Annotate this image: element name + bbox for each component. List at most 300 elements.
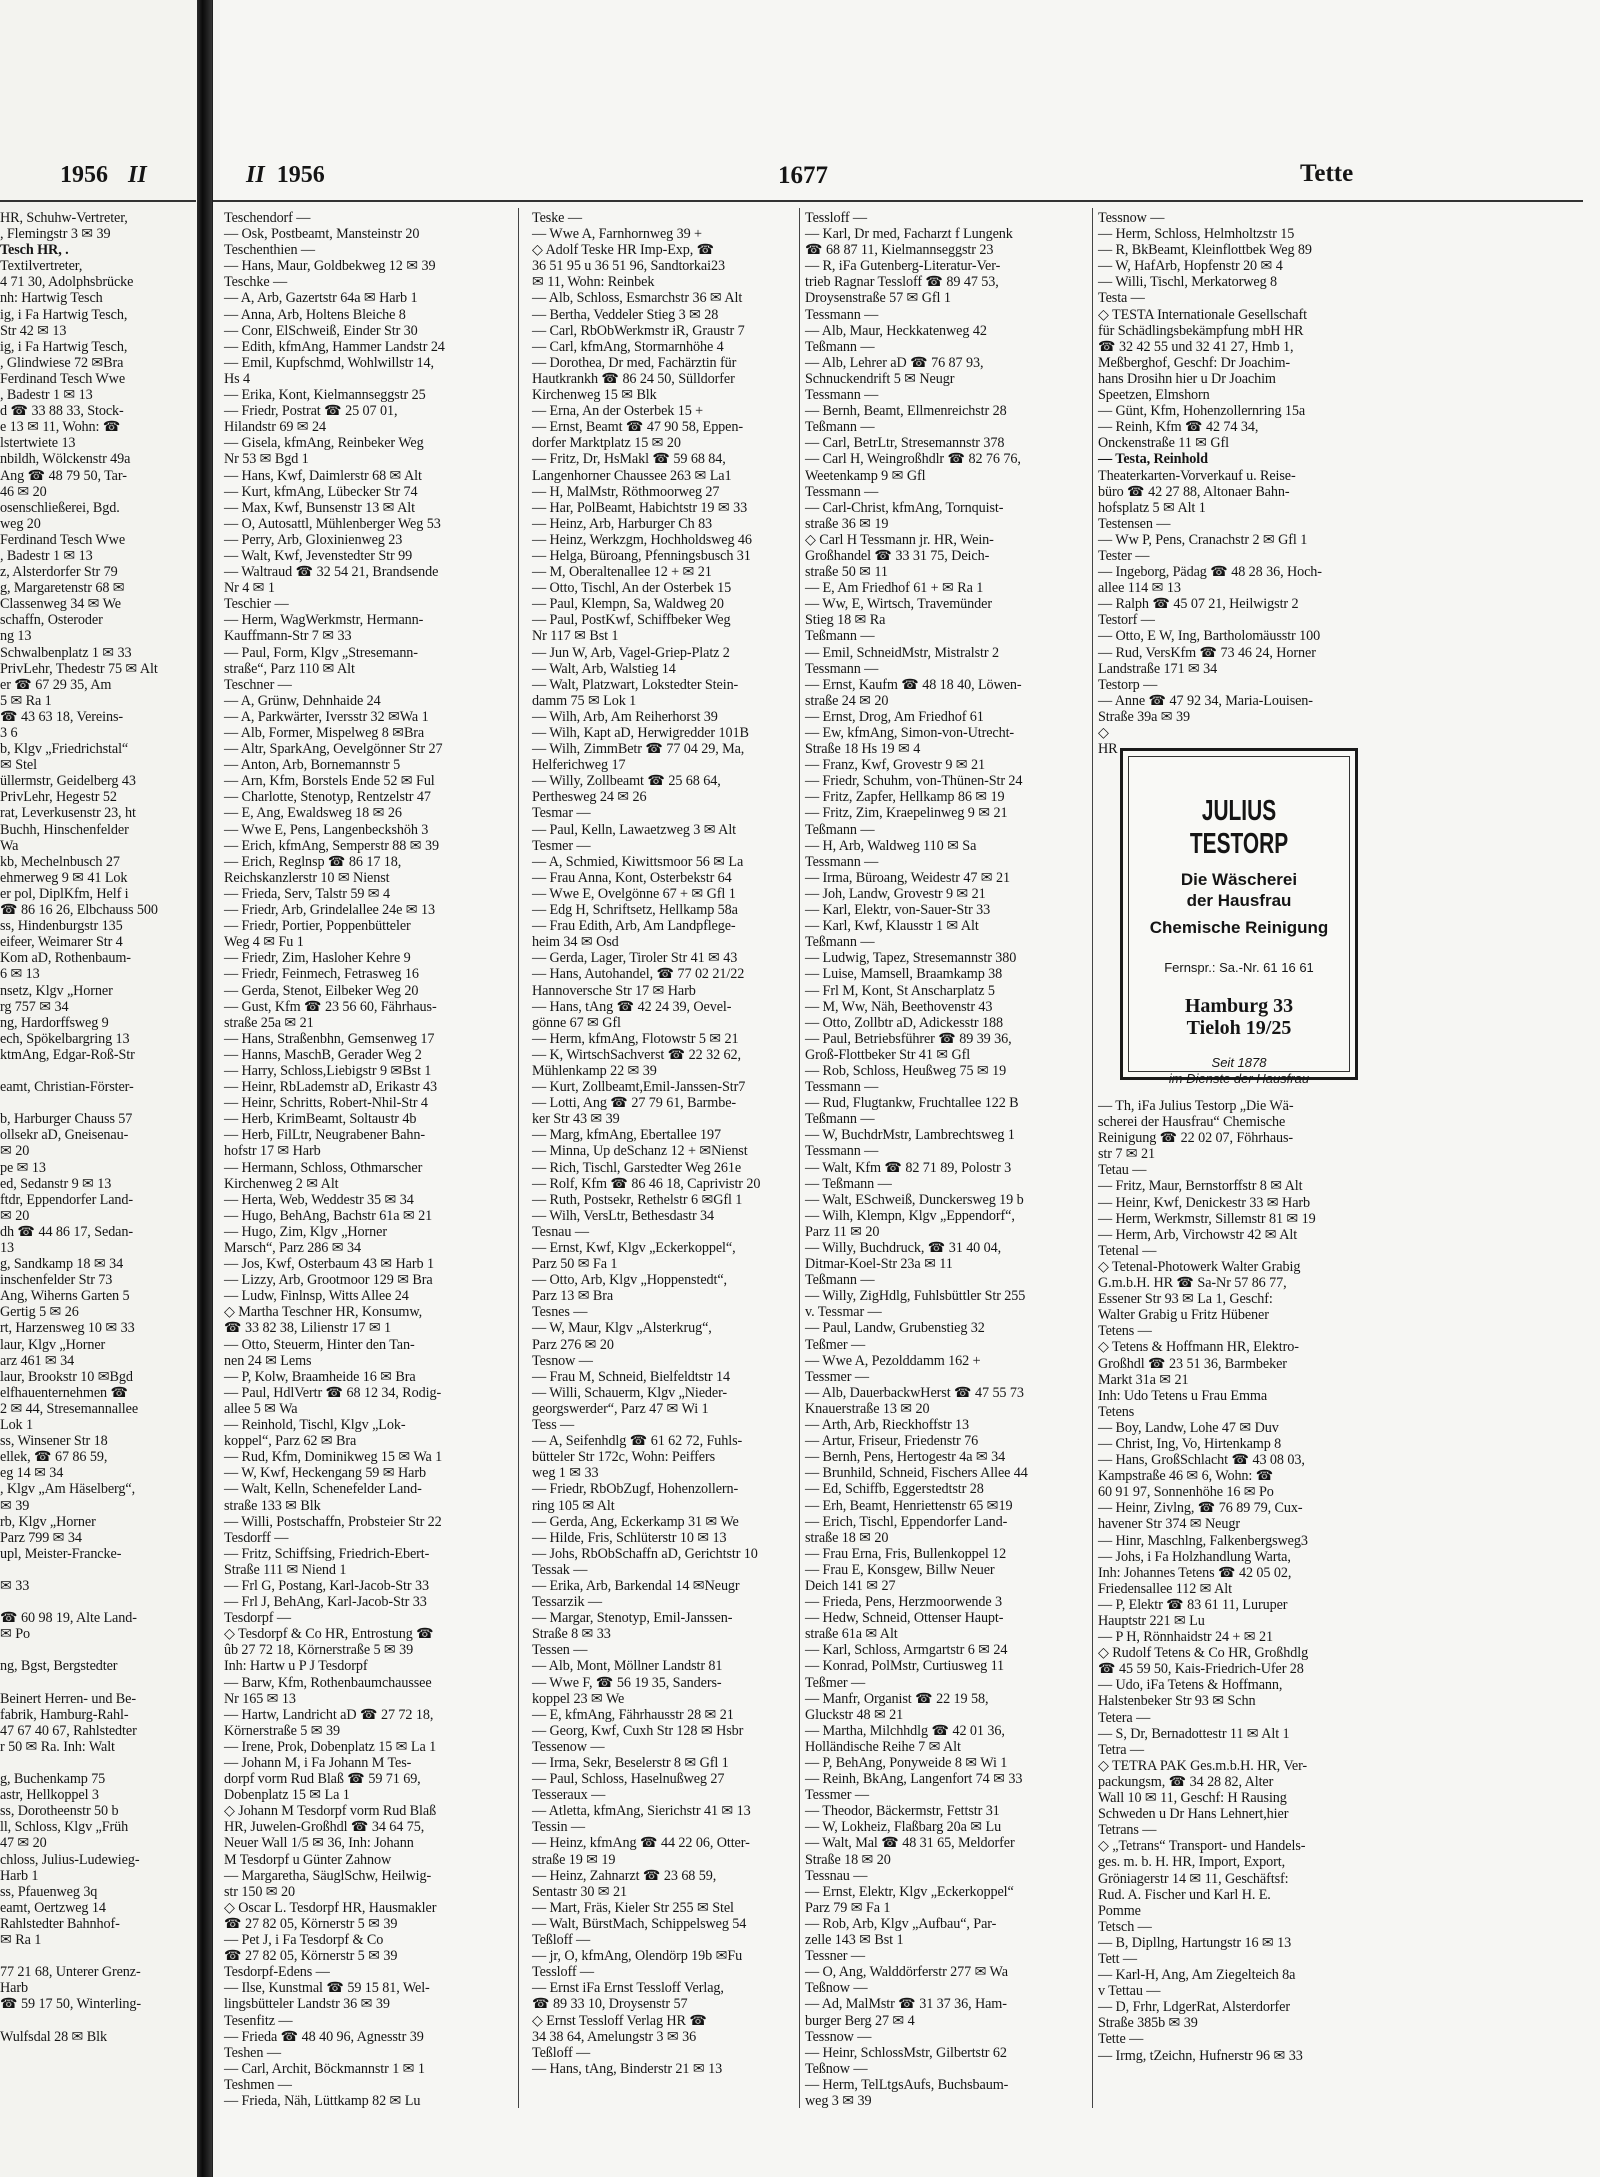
- left-page-header: [60, 162, 147, 189]
- directory-entry: — Friedr, Arb, Grindelallee 24e ✉ 13: [224, 902, 436, 919]
- directory-entry: Ang ☎ 48 79 50, Tar-: [0, 467, 127, 484]
- directory-entry: — Erich, Tischl, Eppendorfer Land-: [805, 1513, 1008, 1530]
- directory-entry: — Osk, Postbeamt, Mansteinstr 20: [224, 226, 420, 243]
- surname-heading: Teßmann —: [805, 338, 875, 355]
- directory-entry: — A, Schmied, Kiwittsmoor 56 ✉ La: [532, 853, 744, 870]
- directory-entry: — Fritz, Zapfer, Hellkamp 86 ✉ 19: [805, 789, 1005, 806]
- directory-entry: rg 757 ✉ 34: [0, 998, 69, 1015]
- directory-entry: — Erh, Beamt, Henriettenstr 65 ✉19: [805, 1497, 1013, 1514]
- directory-entry: [0, 1594, 193, 1610]
- directory-entry: Parz 50 ✉ Fa 1: [532, 1256, 618, 1273]
- directory-entry: — Karl, Dr med, Facharzt f Lungenk: [805, 226, 1013, 243]
- directory-entry: — Carl, Archit, Böckmannstr 1 ✉ 1: [224, 2060, 425, 2077]
- directory-entry: ☎ 59 17 50, Winterling-: [0, 1996, 142, 2013]
- directory-entry: — Pet J, i Fa Tesdorpf & Co: [224, 1932, 384, 1949]
- directory-entry: ✉ Stel: [0, 757, 37, 774]
- ad-since-line-2: im Dienste der Hausfrau: [1168, 1071, 1310, 1086]
- directory-entry: — Heinz, Zahnarzt ☎ 23 68 59,: [532, 1867, 717, 1884]
- directory-entry: ◇ TETRA PAK Ges.m.b.H. HR, Ver-: [1098, 1757, 1308, 1774]
- directory-entry: — Gust, Kfm ☎ 23 56 60, Fährhaus-: [224, 998, 437, 1015]
- directory-entry: ☎ 89 33 10, Droysenstr 57: [532, 1996, 688, 2013]
- directory-entry: — Ernst, Elektr, Klgv „Eckerkoppel“: [805, 1883, 1014, 1900]
- directory-entry: Rud. A. Fischer und Karl H. E.: [1098, 1886, 1271, 1903]
- directory-entry: HR: [1098, 741, 1118, 758]
- directory-entry: — Wwe E, Ovelgönne 67 + ✉ Gfl 1: [532, 885, 736, 902]
- directory-entry: Wall 10 ✉ 11, Geschf: H Rausing: [1098, 1790, 1287, 1807]
- directory-entry: [0, 1755, 193, 1771]
- surname-heading: Tessen —: [532, 1642, 588, 1659]
- directory-entry: arz 461 ✉ 34: [0, 1352, 75, 1369]
- surname-heading: Tesmar —: [532, 805, 591, 822]
- directory-entry: üllermstr, Geidelberg 43: [0, 773, 136, 790]
- directory-entry: — Joh, Landw, Grovestr 9 ✉ 21: [805, 885, 986, 902]
- directory-entry: Harb: [0, 1980, 28, 1997]
- directory-entry: — Hugo, BehAng, Bachstr 61a ✉ 21: [224, 1207, 433, 1224]
- directory-entry: Friedensallee 112 ✉ Alt: [1098, 1580, 1232, 1597]
- directory-entry: — Frieda ☎ 48 40 96, Agnesstr 39: [224, 2028, 424, 2045]
- directory-entry: — Ernst, Kaufm ☎ 48 18 40, Löwen-: [805, 676, 1022, 693]
- directory-entry: PrivLehr, Hegestr 52: [0, 789, 117, 806]
- directory-entry: b, Klgv „Friedrichstal“: [0, 741, 129, 758]
- directory-entry: 4 71 30, Adolphsbrücke: [0, 274, 134, 291]
- surname-heading: Tette —: [1098, 2031, 1144, 2048]
- directory-entry: — Frau M, Schneid, Bielfeldtstr 14: [532, 1368, 730, 1385]
- directory-entry: upl, Meister-Francke-: [0, 1545, 122, 1562]
- directory-entry: — Ernst, Kwf, Klgv „Eckerkoppel“,: [532, 1240, 736, 1256]
- directory-entry: — Christ, Ing, Vo, Hirtenkamp 8: [1098, 1435, 1282, 1452]
- directory-entry: Dobenplatz 15 ✉ La 1: [224, 1787, 350, 1804]
- directory-entry: — Anton, Arb, Bornemannstr 5: [224, 757, 401, 774]
- directory-entry: v. Tessmar —: [805, 1304, 882, 1321]
- directory-entry: Neuer Wall 1/5 ✉ 36, Inh: Johann: [224, 1835, 414, 1852]
- directory-entry: — D, Frhr, LdgerRat, Alsterdorfer: [1098, 1999, 1290, 2016]
- directory-entry: — M, Ww, Näh, Beethovenstr 43: [805, 998, 993, 1015]
- directory-entry: — Hilde, Fris, Schlüterstr 10 ✉ 13: [532, 1529, 727, 1546]
- directory-entry: — Fritz, Dr, HsMakl ☎ 59 68 84,: [532, 451, 726, 468]
- directory-entry: — Herm, WagWerkmstr, Hermann-: [224, 612, 424, 629]
- directory-entry: — Frl M, Kont, St Anscharplatz 5: [805, 982, 995, 999]
- directory-entry: — A, Grünw, Dehnhaide 24: [224, 692, 381, 709]
- directory-entry: — Willy, Buchdruck, ☎ 31 40 04,: [805, 1240, 1002, 1256]
- directory-entry: — K, WirtschSachverst ☎ 22 32 62,: [532, 1046, 741, 1063]
- directory-entry: — Emil, SchneidMstr, Mistralstr 2: [805, 644, 999, 661]
- directory-entry: ☎ 32 42 55 und 32 41 27, Hmb 1,: [1098, 338, 1294, 355]
- directory-entry: — Friedr, Zim, Hasloher Kehre 9: [224, 950, 411, 967]
- directory-entry: inschenfelder Str 73: [0, 1272, 113, 1289]
- directory-entry: Inh: Hartw u P J Tesdorpf: [224, 1658, 368, 1675]
- directory-entry: ◇ Ernst Tessloff Verlag HR ☎: [532, 2012, 707, 2029]
- directory-entry: ed, Sedanstr 9 ✉ 13: [0, 1175, 112, 1192]
- directory-entry: ☎ 68 87 11, Kielmannseggstr 23: [805, 242, 994, 259]
- directory-entry: — Anna, Arb, Holtens Bleiche 8: [224, 306, 406, 323]
- directory-entry: HR, Juwelen-Großhdl ☎ 34 64 75,: [224, 1819, 425, 1836]
- directory-entry: lingsbütteler Landstr 36 ✉ 39: [224, 1996, 390, 2013]
- directory-entry: — Paul, HdlVertr ☎ 68 12 34, Rodig-: [224, 1384, 442, 1401]
- directory-entry: Großhandel ☎ 33 31 75, Deich-: [805, 547, 990, 564]
- directory-entry: — Ed, Schiffb, Eggerstedtstr 28: [805, 1481, 984, 1498]
- directory-entry: M Tesdorpf u Günter Zahnow: [224, 1851, 392, 1868]
- directory-entry: ss, Dorotheenstr 50 b: [0, 1803, 119, 1820]
- directory-entry: — Paul, Schloss, Haselnußweg 27: [532, 1771, 725, 1788]
- surname-heading: Teschner —: [224, 676, 292, 693]
- directory-entry: — Hartw, Landricht aD ☎ 27 72 18,: [224, 1706, 434, 1723]
- directory-entry: Ditmar-Koel-Str 23a ✉ 11: [805, 1256, 953, 1273]
- directory-entry: PrivLehr, Thedestr 75 ✉ Alt: [0, 660, 158, 677]
- directory-entry: — Ralph ☎ 45 07 21, Heilwigstr 2: [1098, 596, 1299, 613]
- surname-heading: Teske —: [532, 210, 582, 226]
- directory-entry: — Walt, ESchweiß, Dunckersweg 19 b: [805, 1191, 1024, 1208]
- surname-heading: Teßmann —: [805, 934, 875, 951]
- directory-entry: — Marg, kfmAng, Ebertallee 197: [532, 1127, 722, 1144]
- surname-heading: Teßloff —: [532, 2044, 591, 2061]
- directory-entry: ✉ 39: [0, 1497, 30, 1514]
- directory-entry: ûb 27 72 18, Körnerstraße 5 ✉ 39: [224, 1642, 414, 1659]
- ad-title: JULIUS TESTORP: [1189, 795, 1289, 860]
- directory-entry: ftdr, Eppendorfer Land-: [0, 1191, 134, 1208]
- directory-entry: — Conr, ElSchweiß, Einder Str 30: [224, 322, 418, 339]
- directory-entry: scherei der Hausfrau“ Chemische: [1098, 1114, 1286, 1131]
- surname-heading: Tessner —: [805, 1948, 865, 1965]
- directory-entry: — Dorothea, Dr med, Fachärztin für: [532, 354, 737, 371]
- directory-entry: — Willy, ZigHdlg, Fuhlsbüttler Str 255: [805, 1288, 1026, 1305]
- directory-entry: — Teßmann —: [805, 1175, 892, 1192]
- directory-entry: — Wwe A, Pezolddamm 162 +: [805, 1352, 981, 1369]
- directory-column-1: [224, 210, 514, 2109]
- directory-entry: — Ludwig, Tapez, Stresemannstr 380: [805, 950, 1017, 967]
- directory-entry: — Willi, Postschaffn, Probsteier Str 22: [224, 1513, 442, 1530]
- directory-entry: ◇ Martha Teschner HR, Konsumw,: [224, 1304, 423, 1321]
- directory-entry: — Ernst, Drog, Am Friedhof 61: [805, 708, 984, 725]
- directory-entry: ☎ 45 59 50, Kais-Friedrich-Ufer 28: [1098, 1661, 1304, 1678]
- directory-entry: — W, HafArb, Hopfenstr 20 ✉ 4: [1098, 258, 1283, 275]
- directory-entry: astr, Hellkoppel 3: [0, 1787, 99, 1804]
- directory-entry: — Otto, Tischl, An der Osterbek 15: [532, 580, 732, 597]
- directory-entry: pe ✉ 13: [0, 1159, 46, 1176]
- directory-entry: — B, Dipllng, Hartungstr 16 ✉ 13: [1098, 1934, 1292, 1951]
- directory-entry: für Schädlingsbekämpfung mbH HR: [1098, 322, 1304, 339]
- directory-entry: nbildh, Wölckenstr 49a: [0, 451, 131, 468]
- right-year: 1956: [276, 162, 325, 188]
- directory-entry: — Herb, KrimBeamt, Soltaustr 4b: [224, 1111, 417, 1128]
- directory-entry: koppel“, Parz 62 ✉ Bra: [224, 1433, 357, 1450]
- surname-heading: Tessmann —: [805, 387, 879, 404]
- directory-entry: , Glindwiese 72 ✉Bra: [0, 354, 124, 371]
- directory-entry: Parz 276 ✉ 20: [532, 1336, 614, 1353]
- surname-heading: Tesdorpf-Edens —: [224, 1964, 330, 1981]
- directory-entry: ✉ Po: [0, 1626, 31, 1643]
- surname-heading: Tessmann —: [805, 1143, 879, 1160]
- directory-entry: ker Str 43 ✉ 39: [532, 1111, 620, 1128]
- directory-entry: 47 ✉ 20: [0, 1835, 47, 1852]
- directory-entry: ◇ Tesdorpf & Co HR, Entrostung ☎: [224, 1626, 434, 1643]
- directory-entry: — Rob, Arb, Klgv „Aufbau“, Par-: [805, 1915, 997, 1932]
- directory-entry: — Paul, Form, Klgv „Stresemann-: [224, 644, 418, 661]
- surname-heading: Teßmann —: [805, 628, 875, 645]
- right-volume-header: [246, 162, 325, 189]
- directory-entry: Reinigung ☎ 22 02 07, Föhrhaus-: [1098, 1130, 1294, 1147]
- directory-entry: [0, 1948, 193, 1964]
- directory-entry: — Carl-Christ, kfmAng, Tornquist-: [805, 499, 1004, 516]
- directory-entry: — Walt, Mal ☎ 48 31 65, Meldorfer: [805, 1835, 1015, 1852]
- directory-column-2: [532, 210, 796, 2090]
- directory-entry: — P, BehAng, Ponyweide 8 ✉ Wi 1: [805, 1755, 1008, 1771]
- left-page-fragment: [0, 0, 200, 2177]
- directory-entry: — Frl J, BehAng, Karl-Jacob-Str 33: [224, 1594, 427, 1611]
- directory-entry: Hilandstr 69 ✉ 24: [224, 419, 327, 436]
- directory-entry: Hannoversche Str 17 ✉ Harb: [532, 982, 696, 999]
- directory-entry: — Lizzy, Arb, Grootmoor 129 ✉ Bra: [224, 1272, 433, 1289]
- directory-entry: str 150 ✉ 20: [224, 1883, 295, 1900]
- directory-entry: — Wwe E, Pens, Langenbeckshöh 3: [224, 821, 429, 838]
- directory-entry: — Herb, FilLtr, Neugrabener Bahn-: [224, 1127, 425, 1144]
- directory-entry: Kirchenweg 2 ✉ Alt: [224, 1175, 339, 1192]
- directory-entry: , Klgv „Am Häselberg“,: [0, 1481, 136, 1498]
- directory-entry: — Perry, Arb, Gloxinienweg 23: [224, 531, 403, 548]
- directory-entry: Wulfsdal 28 ✉ Blk: [0, 2028, 107, 2045]
- directory-entry: — Ilse, Kunstmal ☎ 59 15 81, Wel-: [224, 1980, 430, 1997]
- directory-entry: — Rich, Tischl, Garstedter Weg 261e: [532, 1159, 742, 1176]
- directory-entry: [0, 1095, 193, 1111]
- directory-entry: ◇ Rudolf Tetens & Co HR, Großhdlg: [1098, 1645, 1309, 1662]
- directory-entry: — Wilh, Kapt aD, Herwigredder 101B: [532, 725, 749, 741]
- directory-entry: straße 19 ✉ 19: [532, 1851, 616, 1868]
- directory-entry: ng, Bgst, Bergstedter: [0, 1658, 118, 1675]
- directory-entry: — Alb, Former, Mispelweg 8 ✉Bra: [224, 725, 425, 741]
- surname-heading: Tessmann —: [805, 306, 879, 323]
- directory-entry: Kirchenweg 15 ✉ Blk: [532, 387, 657, 404]
- directory-entry: — Willy, Zollbeamt ☎ 25 68 64,: [532, 773, 721, 790]
- directory-entry: — O, Ang, Walddörferstr 277 ✉ Wa: [805, 1964, 1008, 1981]
- directory-entry: — Friedr, Feinmech, Fetrasweg 16: [224, 966, 419, 983]
- directory-entry: Wa: [0, 837, 19, 854]
- directory-entry: — Heinr, RbLademstr aD, Erikastr 43: [224, 1079, 438, 1096]
- surname-heading: Tesmer —: [532, 837, 591, 854]
- surname-heading: Tessmann —: [805, 483, 879, 500]
- directory-entry: ng 13: [0, 628, 32, 645]
- directory-entry: — Irma, Büroang, Weidestr 47 ✉ 21: [805, 869, 1010, 886]
- directory-entry: Holländische Reihe 7 ✉ Alt: [805, 1738, 961, 1755]
- directory-entry: — Alb, Schloss, Esmarchstr 36 ✉ Alt: [532, 290, 743, 307]
- directory-entry: Meßberghof, Geschf: Dr Joachim-: [1098, 354, 1291, 371]
- directory-entry: ☎ 60 98 19, Alte Land-: [0, 1610, 137, 1627]
- directory-entry: — Manfr, Organist ☎ 22 19 58,: [805, 1690, 989, 1707]
- directory-entry: — Friedr, Postrat ☎ 25 07 01,: [224, 403, 398, 420]
- directory-entry: weg 1 ✉ 33: [532, 1465, 599, 1482]
- directory-entry: Ang, Wiherns Garten 5: [0, 1288, 130, 1305]
- directory-entry: — Fritz, Schiffsing, Friedrich-Ebert-: [224, 1545, 430, 1562]
- directory-entry: — Theodor, Bäckermstr, Fettstr 31: [805, 1803, 1000, 1820]
- directory-entry: — O, Autosattl, Mühlenberger Weg 53: [224, 515, 441, 532]
- directory-entry: r 50 ✉ Ra. Inh: Walt: [0, 1738, 115, 1755]
- directory-entry: — Irmg, tZeichn, Hufnerstr 96 ✉ 33: [1098, 2047, 1303, 2064]
- directory-entry: Ferdinand Tesch Wwe: [0, 370, 126, 387]
- surname-heading: Teschier —: [224, 596, 289, 613]
- directory-entry: — Friedr, Schuhm, von-Thünen-Str 24: [805, 773, 1023, 790]
- ad-subtitle-1: Die Wäscherei: [1180, 870, 1298, 889]
- directory-entry: — Hugo, Zim, Klgv „Horner: [224, 1223, 387, 1240]
- directory-entry: — Hans, Autohandel, ☎ 77 02 21/22: [532, 966, 745, 983]
- directory-entry: — Carl, RbObWerkmstr iR, Graustr 7: [532, 322, 745, 339]
- directory-entry: ellek, ☎ 67 86 59,: [0, 1449, 108, 1466]
- directory-entry: 3 6: [0, 725, 18, 741]
- directory-entry: — Reinh, Kfm ☎ 42 74 34,: [1098, 419, 1259, 436]
- directory-entry: — Charlotte, Stenotyp, Rentzelstr 47: [224, 789, 431, 806]
- directory-entry: ges. m. b. H. HR, Import, Export,: [1098, 1854, 1286, 1871]
- directory-entry: — Günt, Kfm, Hohenzollernring 15a: [1098, 403, 1306, 420]
- directory-entry: [0, 1063, 193, 1079]
- surname-heading: Tessak —: [532, 1561, 588, 1578]
- directory-entry: — Walt, BürstMach, Schippelsweg 54: [532, 1915, 747, 1932]
- directory-entry: ktmAng, Edgar-Roß-Str: [0, 1046, 135, 1063]
- directory-entry: nen 24 ✉ Lems: [224, 1352, 312, 1369]
- directory-entry: Essener Str 93 ✉ La 1, Geschf:: [1098, 1291, 1273, 1308]
- directory-entry: Inh: Udo Tetens u Frau Emma: [1098, 1387, 1268, 1404]
- directory-entry: — Gerda, Stenot, Eilbeker Weg 20: [224, 982, 419, 999]
- directory-entry: — Alb, DauerbackwHerst ☎ 47 55 73: [805, 1384, 1024, 1401]
- directory-entry: — H, Arb, Waldweg 110 ✉ Sa: [805, 837, 977, 854]
- directory-entry: Kauffmann-Str 7 ✉ 33: [224, 628, 352, 645]
- directory-entry: — Hans, tAng ☎ 42 24 39, Oevel-: [532, 998, 732, 1015]
- directory-entry: kb, Mechelnbusch 27: [0, 853, 120, 870]
- directory-entry: — M, Oberaltenallee 12 + ✉ 21: [532, 564, 712, 581]
- julius-testorp-advertisement: [1120, 748, 1358, 1086]
- directory-entry: — P, Kolw, Braamheide 16 ✉ Bra: [224, 1368, 416, 1385]
- surname-heading: Teßmann —: [805, 821, 875, 838]
- directory-entry: — E, Ang, Ewaldsweg 18 ✉ 26: [224, 805, 402, 822]
- directory-entry: Groß-Flottbeker Str 41 ✉ Gfl: [805, 1046, 971, 1063]
- directory-entry: — Margar, Stenotyp, Emil-Janssen-: [532, 1610, 733, 1627]
- directory-entry: — Hans, GroßSchlacht ☎ 43 08 03,: [1098, 1452, 1305, 1469]
- directory-entry: ☎ 27 82 05, Körnerstr 5 ✉ 39: [224, 1915, 398, 1932]
- directory-entry: Weg 4 ✉ Fu 1: [224, 934, 304, 951]
- directory-entry: — Karl, Kwf, Klausstr 1 ✉ Alt: [805, 918, 979, 935]
- directory-entry: — Karl, Schloss, Armgartstr 6 ✉ 24: [805, 1642, 1008, 1659]
- surname-heading: Tesenfitz —: [224, 2012, 293, 2029]
- directory-entry: damm 75 ✉ Lok 1: [532, 692, 637, 709]
- directory-entry: — Irene, Prok, Dobenplatz 15 ✉ La 1: [224, 1738, 437, 1755]
- directory-entry: — Johs, i Fa Holzhandlung Warta,: [1098, 1548, 1291, 1565]
- surname-heading: Tessloff —: [532, 1964, 594, 1981]
- directory-entry: — Margaretha, SäuglSchw, Heilwig-: [224, 1867, 432, 1884]
- directory-entry: — Frau Erna, Fris, Bullenkoppel 12: [805, 1545, 1007, 1562]
- directory-entry: Hs 4: [224, 370, 251, 387]
- directory-entry: — Barw, Kfm, Rothenbaumchaussee: [224, 1674, 432, 1691]
- directory-entry: — W, BuchdrMstr, Lambrechtsweg 1: [805, 1127, 1015, 1144]
- directory-entry: ss, Pfauenweg 3q: [0, 1883, 98, 1900]
- directory-entry: — Paul, PostKwf, Schiffbeker Weg: [532, 612, 731, 629]
- directory-entry: Droysenstraße 57 ✉ Gfl 1: [805, 290, 951, 307]
- directory-entry: ehmerweg 9 ✉ 41 Lok: [0, 869, 128, 886]
- directory-entry: Kom aD, Rothenbaum-: [0, 950, 131, 967]
- directory-entry: — Artur, Friseur, Friedenstr 76: [805, 1433, 979, 1450]
- directory-entry: rb, Klgv „Horner: [0, 1513, 96, 1530]
- directory-entry: — Alb, Maur, Heckkatenweg 42: [805, 322, 987, 339]
- directory-entry: eg 14 ✉ 34: [0, 1465, 64, 1482]
- directory-entry: Speetzen, Elmshorn: [1098, 387, 1210, 404]
- directory-entry: Großhdl ☎ 23 51 36, Barmbeker: [1098, 1355, 1287, 1372]
- surname-heading: Testa —: [1098, 290, 1145, 307]
- directory-entry: — Hans, Straßenbhn, Gemsenweg 17: [224, 1030, 435, 1047]
- directory-entry: 47 67 40 67, Rahlstedter: [0, 1722, 137, 1739]
- surname-heading: Tessin —: [532, 1819, 585, 1836]
- directory-entry: ◇ Johann M Tesdorpf vorm Rud Blaß: [224, 1803, 437, 1820]
- directory-entry: — Rud, VersKfm ☎ 73 46 24, Horner: [1098, 644, 1316, 661]
- directory-entry: hofstr 17 ✉ Harb: [224, 1143, 321, 1160]
- directory-entry: — Gerda, Ang, Eckerkamp 31 ✉ We: [532, 1513, 739, 1530]
- directory-entry: — A, Seifenhdlg ☎ 61 62 72, Fuhls-: [532, 1433, 743, 1450]
- directory-entry: heim 34 ✉ Osd: [532, 934, 619, 951]
- directory-entry: — Johann M, i Fa Johann M Tes-: [224, 1755, 412, 1771]
- directory-entry: 60 91 97, Sonnenhöhe 16 ✉ Po: [1098, 1484, 1274, 1501]
- directory-entry: — Herm, Werkmstr, Sillemstr 81 ✉ 19: [1098, 1210, 1316, 1227]
- directory-entry: — R, BkBeamt, Kleinflottbek Weg 89: [1098, 242, 1312, 259]
- directory-entry: d ☎ 33 88 33, Stock-: [0, 403, 124, 420]
- surname-heading: Tessmann —: [805, 853, 879, 870]
- surname-heading: Testorf —: [1098, 612, 1155, 629]
- directory-entry: — Johs, RbObSchaffn aD, Gerichtstr 10: [532, 1545, 758, 1562]
- left-year: 1956: [60, 162, 108, 188]
- directory-entry: laur, Brookstr 10 ✉Bgd: [0, 1368, 133, 1385]
- surname-heading: v Tettau —: [1098, 1983, 1161, 2000]
- directory-entry: 36 51 95 u 36 51 96, Sandtorkai23: [532, 258, 725, 275]
- surname-heading: Tetens —: [1098, 1323, 1152, 1340]
- directory-entry: allee 114 ✉ 13: [1098, 580, 1181, 597]
- directory-entry: — Wwe A, Farnhornweg 39 +: [532, 226, 702, 243]
- directory-entry: — Rud, Flugtankw, Fruchtallee 122 B: [805, 1095, 1019, 1112]
- directory-entry: — E, Am Friedhof 61 + ✉ Ra 1: [805, 580, 984, 597]
- directory-entry: — Reinh, BkAng, Langenfort 74 ✉ 33: [805, 1771, 1023, 1788]
- surname-heading: Tessmer —: [805, 1787, 869, 1804]
- column-divider: [799, 208, 800, 2108]
- ad-street: Tieloh 19/25: [1186, 1017, 1292, 1039]
- directory-entry: eamt, Christian-Förster-: [0, 1079, 134, 1096]
- surname-heading: Tesnau —: [532, 1223, 589, 1240]
- surname-heading: Tessloff —: [805, 210, 867, 226]
- directory-entry: Gröniagerstr 14 ✉ 11, Geschäftsf:: [1098, 1870, 1289, 1887]
- directory-entry: trieb Ragnar Tessloff ☎ 89 47 53,: [805, 274, 999, 291]
- directory-entry: — Harry, Schloss,Liebigstr 9 ✉Bst 1: [224, 1062, 432, 1079]
- directory-entry: — Kurt, Zollbeamt,Emil-Janssen-Str7: [532, 1079, 746, 1096]
- directory-entry: lstertwiete 13: [0, 435, 76, 452]
- directory-entry: straße 24 ✉ 20: [805, 692, 889, 709]
- surname-heading: Tessnow —: [1098, 210, 1165, 226]
- directory-entry: — Boy, Landw, Lohe 47 ✉ Duv: [1098, 1419, 1279, 1436]
- directory-entry: ◇: [1098, 725, 1109, 741]
- directory-entry: — Ernst iFa Ernst Tessloff Verlag,: [532, 1980, 724, 1997]
- surname-heading: Tessarzik —: [532, 1594, 603, 1611]
- directory-entry: — Frl G, Postang, Karl-Jacob-Str 33: [224, 1577, 429, 1594]
- directory-entry: — Friedr, RbObZugf, Hohenzollern-: [532, 1481, 739, 1498]
- directory-entry: — Gisela, kfmAng, Reinbeker Weg: [224, 435, 424, 452]
- directory-entry: G.m.b.H. HR ☎ Sa-Nr 57 86 77,: [1098, 1275, 1287, 1292]
- directory-entry: laur, Klgv „Horner: [0, 1336, 106, 1353]
- surname-heading: Teshen —: [224, 2044, 281, 2061]
- directory-entry: [0, 1562, 193, 1578]
- directory-entry: — Paul, Betriebsführer ☎ 89 39 36,: [805, 1030, 1012, 1047]
- directory-entry: [0, 1642, 193, 1658]
- directory-entry: — Edith, kfmAng, Hammer Landstr 24: [224, 338, 445, 355]
- directory-entry: Weetenkamp 9 ✉ Gfl: [805, 467, 926, 484]
- directory-entry: weg 3 ✉ 39: [805, 2092, 872, 2109]
- directory-entry: Körnerstraße 5 ✉ 39: [224, 1722, 340, 1739]
- surname-heading: Tessnau —: [805, 1867, 868, 1884]
- directory-entry: Reichskanzlerstr 10 ✉ Nienst: [224, 869, 390, 886]
- directory-entry: — Franz, Kwf, Grovestr 9 ✉ 21: [805, 757, 985, 774]
- directory-entry: — Walt, Kwf, Jevenstedter Str 99: [224, 547, 413, 564]
- directory-entry: hofsplatz 5 ✉ Alt 1: [1098, 499, 1206, 516]
- directory-entry: — Karl-H, Ang, Am Ziegelteich 8a: [1098, 1967, 1296, 1984]
- directory-entry: — Gerda, Lager, Tiroler Str 41 ✉ 43: [532, 950, 738, 967]
